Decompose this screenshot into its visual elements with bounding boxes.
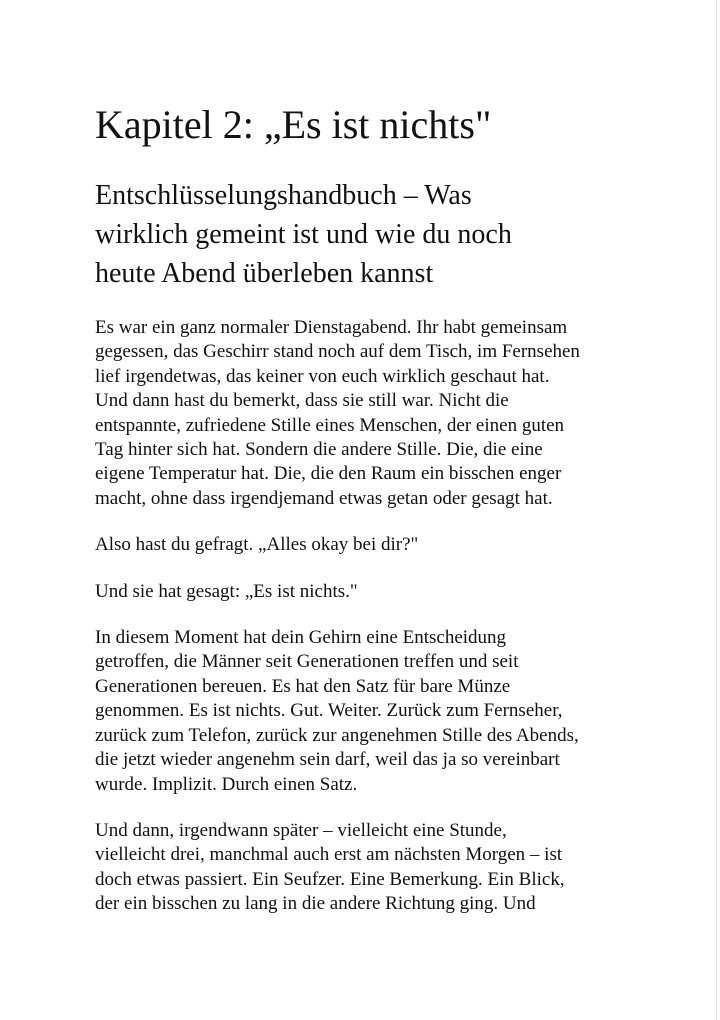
text-line: zurück zum Telefon, zurück zur angenehmen Stille des Abends, (95, 724, 579, 746)
text-line: macht, ohne dass irgendjemand etwas getan oder gesagt hat. (95, 487, 553, 509)
text-line: Und dann hast du bemerkt, dass sie still war. Nicht die (95, 390, 509, 412)
text-line: getroffen, die Männer seit Generationen treffen und seit (95, 651, 519, 673)
page-edge (716, 0, 717, 1020)
text-line: Und dann, irgendwann später – vielleicht eine Stunde, (95, 819, 507, 841)
chapter-title: Kapitel 2: „Es ist nichts" (95, 102, 492, 147)
document-page (95, 102, 695, 939)
chapter-subtitle (95, 176, 695, 293)
text-line: vielleicht drei, manchmal auch erst am nächsten Morgen – ist (95, 844, 563, 866)
paragraph (95, 626, 695, 797)
text-line: genommen. Es ist nichts. Gut. Weiter. Zurück zum Fernseher, (95, 700, 563, 722)
text-line: In diesem Moment hat dein Gehirn eine Entscheidung (95, 627, 507, 649)
paragraph (95, 316, 695, 511)
paragraph (95, 533, 695, 557)
text-line: Also hast du gefragt. „Alles okay bei dir?" (95, 534, 419, 556)
text-line: Und sie hat gesagt: „Es ist nichts." (95, 580, 358, 602)
text-line: lief irgendetwas, das keiner von euch wirklich geschaut hat. (95, 365, 550, 387)
text-line: Generationen bereuen. Es hat den Satz für bare Münze (95, 675, 511, 697)
paragraph (95, 819, 695, 917)
text-line: eigene Temperatur hat. Die, die den Raum ein bisschen enger (95, 463, 562, 485)
text-line: Tag hinter sich hat. Sondern die andere Stille. Die, die eine (95, 439, 543, 461)
text-line: entspannte, zufriedene Stille eines Menschen, der einen guten (95, 414, 565, 436)
text-line: der ein bisschen zu lang in die andere Richtung ging. Und (95, 893, 536, 915)
paragraph (95, 580, 695, 604)
text-line: doch etwas passiert. Ein Seufzer. Eine Bemerkung. Ein Blick, (95, 868, 565, 890)
subtitle-line: heute Abend überleben kannst (95, 258, 434, 289)
text-line: wurde. Implizit. Durch einen Satz. (95, 773, 358, 795)
text-line: gegessen, das Geschirr stand noch auf dem Tisch, im Fernsehen (95, 341, 580, 363)
subtitle-line: wirklich gemeint ist und wie du noch (95, 219, 512, 250)
body-text (95, 316, 695, 917)
subtitle-line: Entschlüsselungshandbuch – Was (95, 180, 472, 211)
text-line: Es war ein ganz normaler Dienstagabend. Ihr habt gemeinsam (95, 317, 568, 338)
text-line: die jetzt wieder angenehm sein darf, weil das ja so vereinbart (95, 749, 560, 771)
